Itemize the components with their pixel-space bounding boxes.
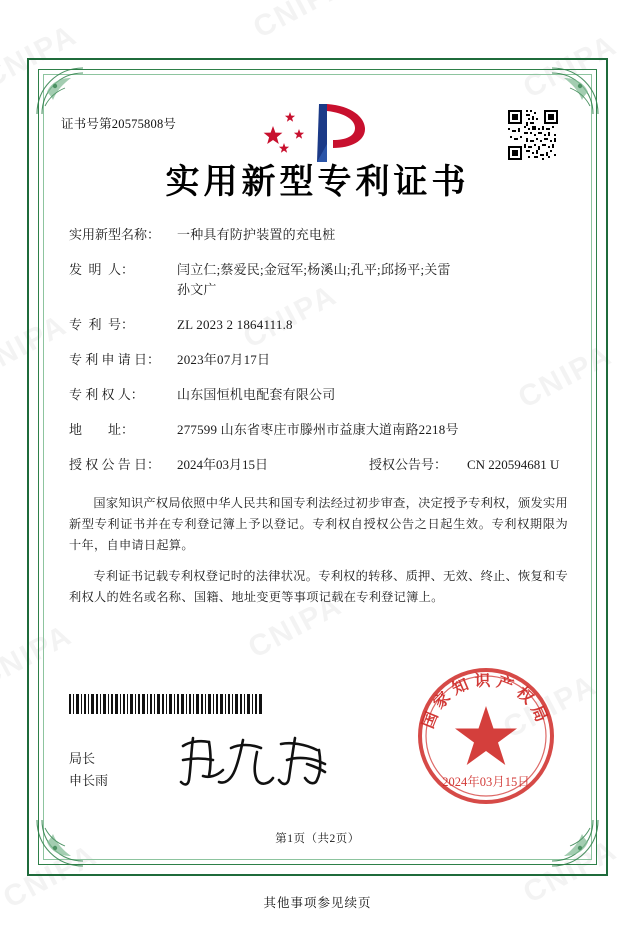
- director-name: 申长雨: [69, 773, 109, 788]
- field-row-patent-number: [69, 315, 568, 335]
- field-label: 专 利 申 请 日：: [69, 352, 161, 367]
- watermark-text: [248, 0, 353, 46]
- field-value: 2023年07月17日: [177, 352, 271, 367]
- field-label: 专 利 号：: [69, 317, 135, 332]
- field-label: 授 权 公 告 日：: [69, 457, 161, 472]
- field-row-utility-model-name: [69, 225, 568, 245]
- field-grant-publication-number: [369, 455, 559, 475]
- paragraph-legal-status: 专利证书记载专利权登记时的法律状况。专利权的转移、质押、无效、终止、恢复和专利权人的姓名或名称、国籍、地址变更等事项记载在专利登记簿上。: [69, 569, 568, 604]
- field-row-grant: [69, 455, 568, 475]
- field-label: 专 利 权 人：: [69, 387, 144, 402]
- certificate-fields: [61, 225, 574, 475]
- certificate-content: [61, 88, 574, 850]
- field-value: 一种具有防护装置的充电桩: [177, 227, 336, 242]
- official-seal: [412, 662, 560, 810]
- paragraph-grant-statement: 国家知识产权局依照中华人民共和国专利法经过初步审查，决定授予专利权，颁发实用新型专利证书并在专利登记簿上予以登记。专利权自授权公告之日起生效。专利权期限为十年，自申请日起算。: [69, 496, 568, 552]
- director-label: 局长: [69, 751, 96, 766]
- page-number: 第1页（共2页）: [275, 833, 360, 845]
- field-value: CN 220594681 U: [467, 457, 560, 472]
- cnipa-logo-icon: [253, 96, 383, 170]
- field-value-line1: 闫立仁;蔡爱民;金冠军;杨溪山;孔平;邱扬平;关雷: [177, 262, 451, 277]
- barcode: [69, 694, 265, 714]
- field-row-address: [69, 420, 568, 440]
- patent-certificate: [27, 58, 608, 876]
- field-label: 发 明 人：: [69, 262, 135, 277]
- field-value: 2024年03月15日: [177, 457, 269, 472]
- field-value: 277599 山东省枣庄市滕州市益康大道南路2218号: [177, 422, 459, 437]
- footer-note: 其他事项参见续页: [263, 896, 372, 910]
- field-label: 地 址：: [69, 422, 135, 437]
- field-value-line2: 孙文广: [177, 282, 217, 297]
- field-label: 实用新型名称：: [69, 227, 161, 242]
- handwritten-signature-icon: [169, 730, 349, 792]
- field-label: 授权公告号：: [369, 457, 448, 472]
- field-row-inventors: [69, 260, 568, 300]
- field-value: 山东国恒机电配套有限公司: [177, 387, 336, 402]
- svg-text:国家知识产权局: 国家知识产权局: [418, 670, 554, 732]
- field-value: ZL 2023 2 1864111.8: [177, 317, 293, 332]
- field-grant-date: [69, 455, 369, 475]
- certificate-number: 证书号第20575808号: [61, 117, 177, 131]
- field-row-application-date: [69, 350, 568, 370]
- field-value: [177, 260, 568, 300]
- signature-block: [69, 748, 108, 792]
- certificate-body-text: [61, 493, 574, 608]
- qr-code-icon: [506, 108, 564, 166]
- field-row-patentee: [69, 385, 568, 405]
- svg-text:2024年03月15日: 2024年03月15日: [442, 775, 530, 789]
- certificate-title: 实用新型专利证书: [165, 162, 470, 202]
